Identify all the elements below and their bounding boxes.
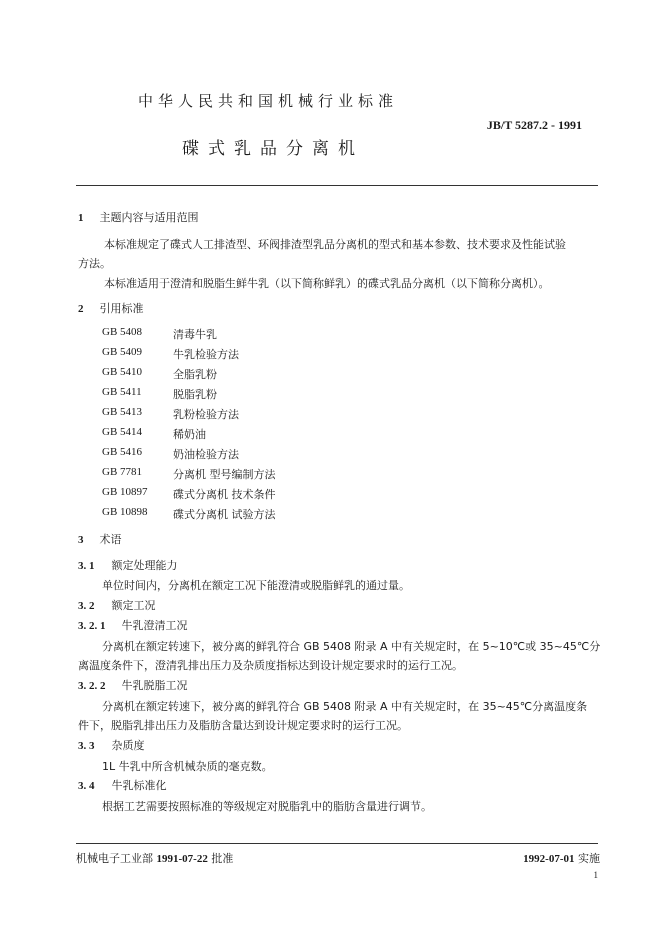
ref-name: 全脂乳粉 <box>173 368 217 381</box>
ref-name: 清毒牛乳 <box>173 328 217 341</box>
section-title: 牛乳标准化 <box>111 779 167 792</box>
section-number: 3. 4 <box>78 780 95 792</box>
ref-name: 奶油检验方法 <box>173 448 239 461</box>
effective-label: 实施 <box>578 852 600 865</box>
section-title: 牛乳澄清工况 <box>121 619 188 632</box>
section-number: 3. 1 <box>78 560 95 572</box>
ref-name: 脱脂乳粉 <box>173 388 217 401</box>
section-3-2-1-heading <box>78 617 188 633</box>
section-1-heading <box>78 209 199 225</box>
footer-divider <box>76 843 598 844</box>
s3-4-text: 根据工艺需要按照标准的等级规定对脱脂乳中的脂肪含量进行调节。 <box>102 800 432 813</box>
effective-info <box>523 850 600 866</box>
s1-paragraph-1-line-1: 本标准规定了碟式人工排渣型、环阀排渣型乳品分离机的型式和基本参数、技术要求及性能试验 <box>104 238 566 251</box>
ref-name: 碟式分离机 试验方法 <box>173 508 276 521</box>
section-3-heading <box>78 531 122 547</box>
approve-date: 1991-07-22 <box>156 853 208 865</box>
section-3-3-heading <box>78 737 145 753</box>
page-number: 1 <box>593 870 598 880</box>
ref-code: GB 7781 <box>102 466 143 478</box>
approve-label: 批准 <box>211 852 234 865</box>
ref-code: GB 5410 <box>102 366 143 378</box>
ref-name: 碟式分离机 技术条件 <box>173 488 276 501</box>
section-3-2-2-heading <box>78 677 188 693</box>
ref-code: GB 5408 <box>102 326 143 338</box>
section-number: 1 <box>78 212 84 224</box>
section-number: 3. 2. 1 <box>78 620 106 632</box>
approver: 机械电子工业部 <box>76 852 153 865</box>
standard-code: JB/T 5287.2 - 1991 <box>486 118 582 132</box>
ref-code: GB 5411 <box>102 386 142 398</box>
ref-name: 牛乳检验方法 <box>173 348 239 361</box>
s3-3-text: 1L 牛乳中所含机械杂质的毫克数。 <box>102 760 273 773</box>
approval-info <box>76 850 233 866</box>
ref-name: 分离机 型号编制方法 <box>173 468 276 481</box>
ref-code: GB 5409 <box>102 346 143 358</box>
section-title: 主题内容与适用范围 <box>99 211 199 224</box>
s3-2-1-line-2: 离温度条件下，澄清乳排出压力及杂质度指标达到设计规定要求时的运行工况。 <box>78 659 463 672</box>
ref-name: 乳粉检验方法 <box>173 408 239 421</box>
section-number: 3. 3 <box>78 740 95 752</box>
section-title: 额定处理能力 <box>111 559 178 572</box>
effective-date: 1992-07-01 <box>523 853 575 865</box>
section-number: 3. 2. 2 <box>78 680 106 692</box>
section-number: 3 <box>78 534 84 546</box>
s3-1-text: 单位时间内，分离机在额定工况下能澄清或脱脂鲜乳的通过量。 <box>102 579 410 592</box>
section-title: 牛乳脱脂工况 <box>121 679 188 692</box>
section-title: 杂质度 <box>111 739 145 752</box>
section-3-1-heading <box>78 557 178 573</box>
s3-2-2-line-1: 分离机在额定转速下，被分离的鲜乳符合 GB 5408 附录 A 中有关规定时，在 35~45℃分离温度条 <box>102 700 588 713</box>
document-title: 碟式乳品分离机 <box>182 139 364 159</box>
ref-code: GB 5416 <box>102 446 143 458</box>
s1-paragraph-2: 本标准适用于澄清和脱脂生鲜牛乳（以下简称鲜乳）的碟式乳品分离机（以下简称分离机）。 <box>104 277 550 290</box>
ref-name: 稀奶油 <box>173 428 206 441</box>
ref-code: GB 5413 <box>102 406 143 418</box>
section-number: 3. 2 <box>78 600 95 612</box>
section-title: 额定工况 <box>111 599 156 612</box>
section-title: 术语 <box>99 533 122 546</box>
section-3-2-heading <box>78 597 156 613</box>
s3-2-1-line-1: 分离机在额定转速下，被分离的鲜乳符合 GB 5408 附录 A 中有关规定时，在 5~10℃或 35~45℃分 <box>102 640 601 653</box>
section-title: 引用标准 <box>99 302 144 315</box>
s3-2-2-line-2: 件下，脱脂乳排出压力及脂肪含量达到设计规定要求时的运行工况。 <box>78 719 408 732</box>
section-2-heading <box>78 300 144 316</box>
ref-code: GB 10897 <box>102 486 148 498</box>
section-3-4-heading <box>78 777 167 793</box>
header-divider <box>76 185 598 186</box>
issuing-organization: 中华人民共和国机械行业标准 <box>138 92 399 110</box>
s1-paragraph-1-line-2: 方法。 <box>78 257 111 270</box>
section-number: 2 <box>78 303 84 315</box>
ref-code: GB 5414 <box>102 426 143 438</box>
ref-code: GB 10898 <box>102 506 148 518</box>
